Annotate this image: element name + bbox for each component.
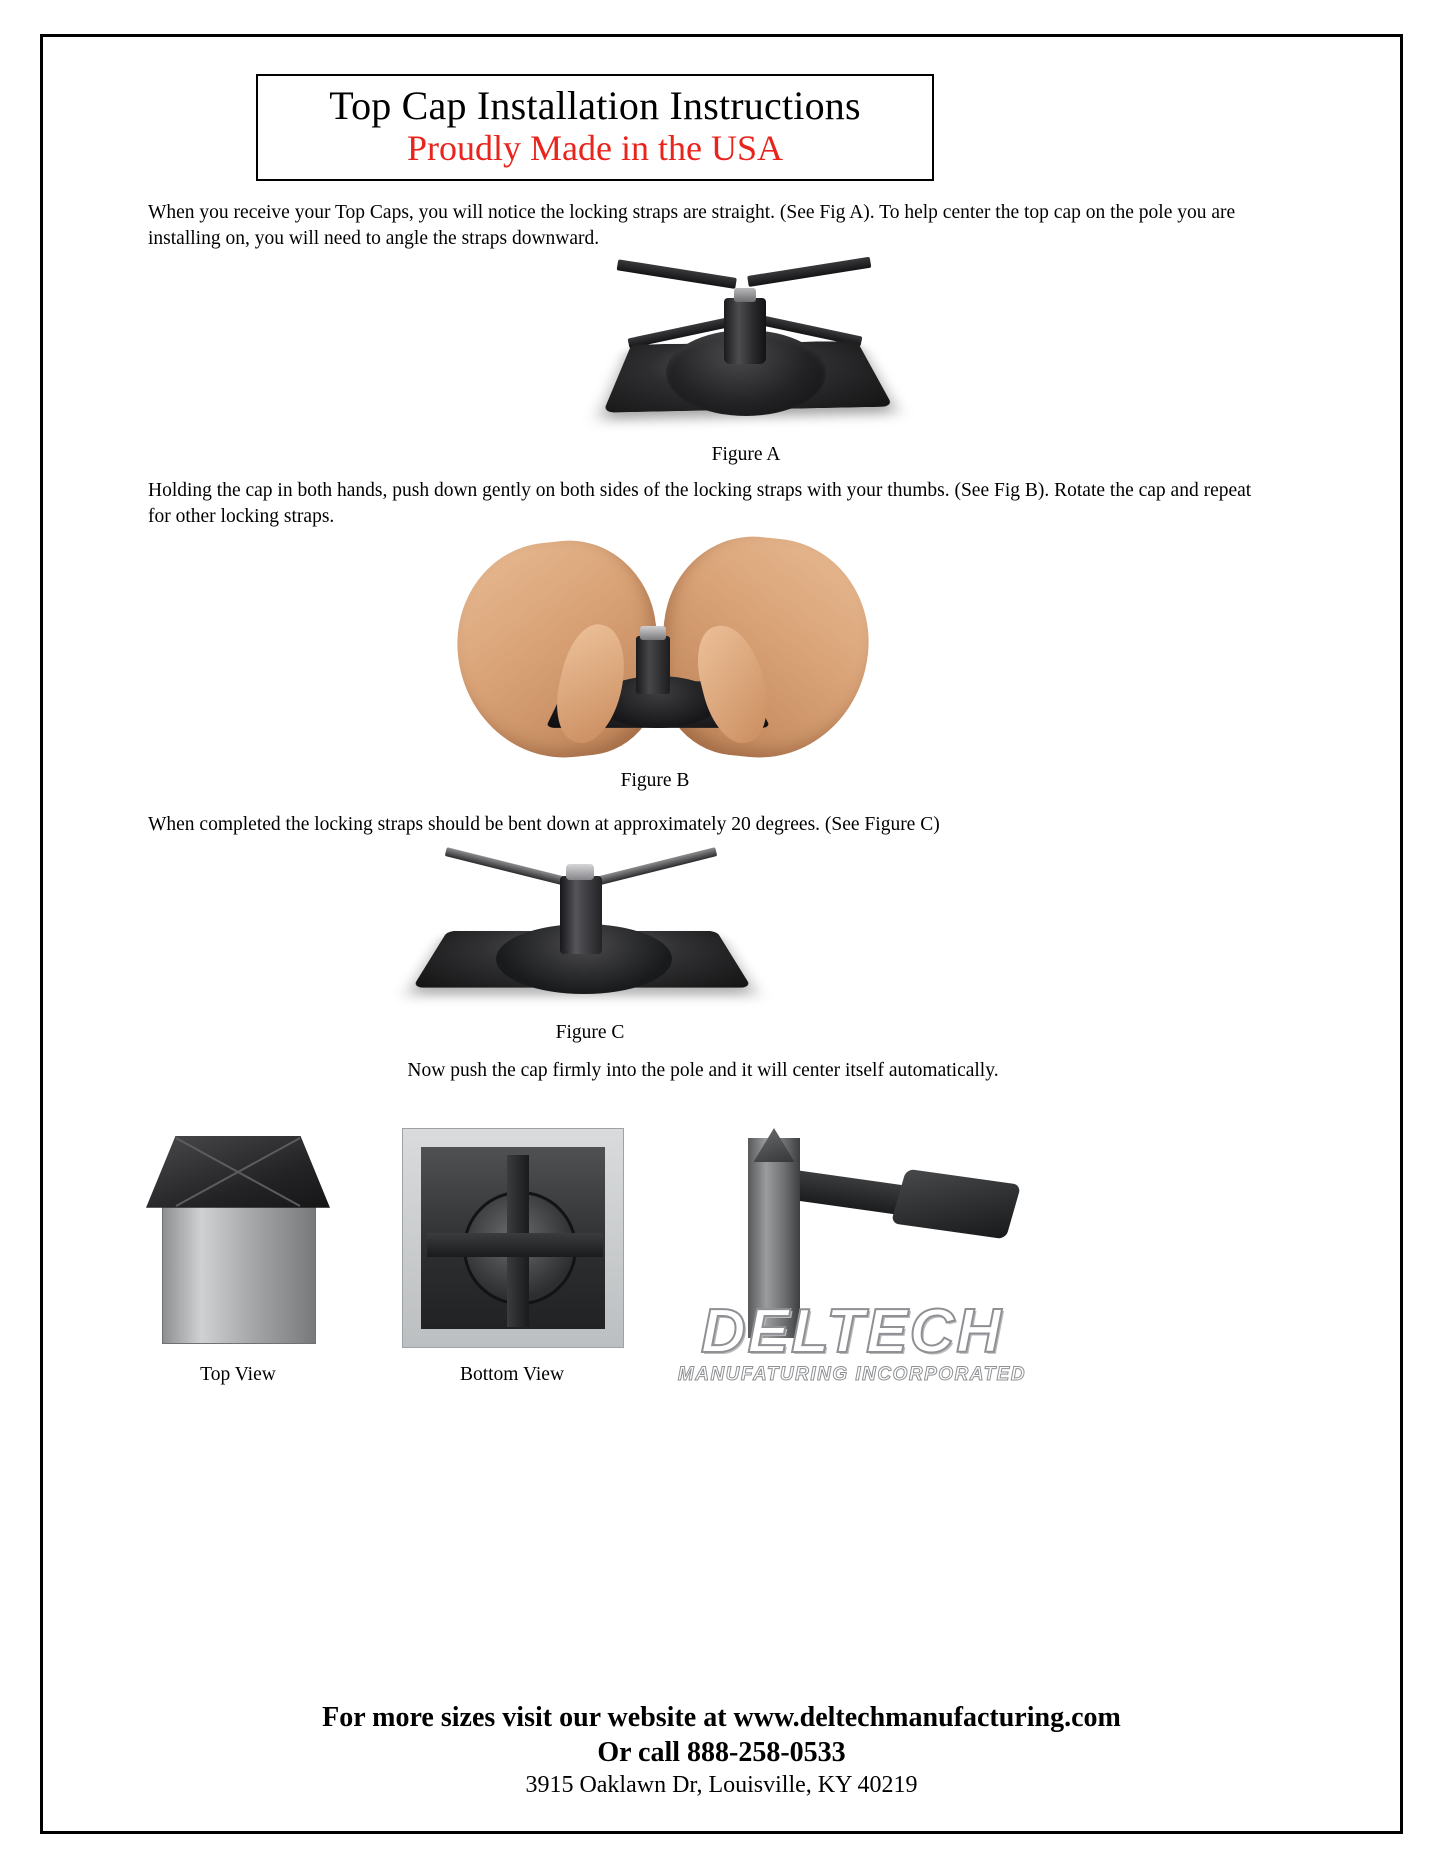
footer-address: 3915 Oaklawn Dr, Louisville, KY 40219: [525, 1772, 918, 1798]
right-hand: [651, 528, 879, 768]
instruction-paragraph-3: When completed the locking straps should be bent down at approximately 20 degrees. (See Figure C): [148, 814, 940, 835]
top-cap-hub: [724, 298, 766, 364]
figure-a-caption: Figure A: [711, 444, 781, 465]
page-title: Top Cap Installation Instructions: [329, 83, 861, 128]
logo-wordmark: DELTECH: [700, 1297, 1004, 1366]
bent-locking-strap: [445, 847, 571, 887]
bottom-view-photo: [402, 1128, 624, 1348]
top-view-caption: Top View: [200, 1364, 276, 1385]
page-subtitle: Proudly Made in the USA: [407, 128, 783, 168]
top-cap-hub: [560, 876, 602, 954]
figure-c-caption: Figure C: [555, 1022, 625, 1043]
locking-strap-horizontal: [427, 1233, 603, 1257]
top-cap-bolt: [566, 864, 594, 880]
top-cap-bolt: [734, 288, 756, 302]
top-cap-bolt: [640, 626, 666, 640]
logo-light-fixture: [891, 1169, 1021, 1240]
top-cap-hub: [636, 636, 670, 694]
instruction-paragraph-4: Now push the cap firmly into the pole and it will center itself automatically.: [407, 1060, 999, 1081]
figure-b-caption: Figure B: [620, 770, 690, 791]
instruction-paragraph-2: Holding the cap in both hands, push down gently on both sides of the locking straps with your thumbs. (See Fig B). Rotate the cap and repeat for other locking straps.: [148, 480, 1252, 527]
title-box: [256, 74, 934, 181]
logo-tagline: MANUFATURING INCORPORATED: [677, 1364, 1027, 1385]
locking-strap: [617, 259, 737, 289]
bent-locking-strap: [591, 847, 717, 887]
footer: [40, 1700, 1403, 1801]
figure-c-image: [420, 852, 760, 1022]
locking-strap: [747, 257, 871, 287]
figure-a-image: [596, 252, 896, 442]
pole-body: [162, 1206, 316, 1344]
cap-ridge-lines: [146, 1136, 330, 1208]
footer-website: For more sizes visit our website at www.deltechmanufacturing.com: [322, 1702, 1121, 1733]
footer-phone: Or call 888-258-0533: [597, 1737, 846, 1768]
bottom-view-caption: Bottom View: [459, 1364, 565, 1385]
instruction-paragraph-1: When you receive your Top Caps, you will notice the locking straps are straight. (See Fig A). To help center the top cap on the pole you are installing on, you will need to angle the straps downward.: [148, 202, 1236, 249]
figure-b-image: [430, 528, 880, 768]
company-logo: [672, 1128, 1032, 1398]
pole-interior: [421, 1147, 605, 1329]
top-view-photo: [140, 1136, 336, 1342]
